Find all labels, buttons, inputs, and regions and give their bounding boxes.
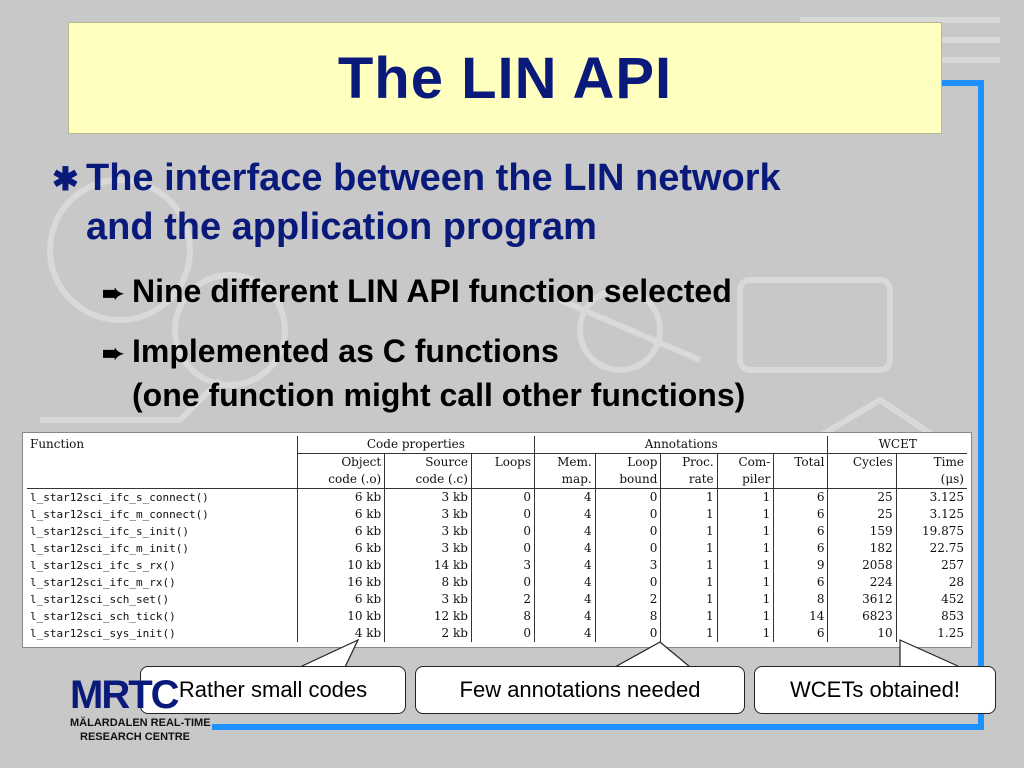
cell-total: 6 [774, 523, 828, 540]
header-time-1: Time [896, 454, 967, 472]
cell-object-code: 6 kb [297, 540, 384, 557]
mrtc-logo [70, 673, 220, 756]
cell-function: l_star12sci_ifc_m_connect() [30, 508, 209, 521]
cell-total: 9 [774, 557, 828, 574]
sub-bullet-2-line2: (one function might call other functions) [132, 377, 746, 413]
logo-mark: MRTC [70, 673, 178, 717]
wcet-table-container [22, 432, 972, 648]
table-row [27, 574, 967, 591]
cell-object-code: 6 kb [297, 489, 384, 507]
header-time-2: (μs) [896, 471, 967, 489]
header-wcet: WCET [828, 436, 967, 454]
cell-mem-map: 4 [535, 608, 596, 625]
cell-loops: 8 [471, 608, 534, 625]
cell-cycles: 10 [828, 625, 896, 642]
cell-compiler: 1 [717, 523, 774, 540]
cell-function: l_star12sci_sys_init() [30, 627, 176, 640]
table-header-row-groups [27, 436, 967, 454]
cell-total: 6 [774, 506, 828, 523]
cell-loop-bound: 0 [595, 625, 661, 642]
table-row [27, 557, 967, 574]
cell-mem-map: 4 [535, 574, 596, 591]
arrow-bullet-icon: ➨ [102, 338, 124, 368]
header-code-properties: Code properties [297, 436, 534, 454]
cell-function: l_star12sci_sch_tick() [30, 610, 176, 623]
header-source-2: code (.c) [385, 471, 472, 489]
cell-source-code: 2 kb [385, 625, 472, 642]
cell-compiler: 1 [717, 591, 774, 608]
cell-proc-rate: 1 [661, 523, 717, 540]
cell-loops: 2 [471, 591, 534, 608]
cell-time: 1.25 [896, 625, 967, 642]
cell-loops: 3 [471, 557, 534, 574]
header-loops: Loops [471, 454, 534, 472]
cell-total: 6 [774, 574, 828, 591]
cell-loop-bound: 0 [595, 523, 661, 540]
sub-bullet-1-text: Nine different LIN API function selected [132, 273, 732, 309]
star-bullet-icon: ✱ [52, 161, 79, 197]
cell-proc-rate: 1 [661, 608, 717, 625]
wcet-table [27, 436, 967, 642]
cell-loops: 0 [471, 506, 534, 523]
header-source-1: Source [385, 454, 472, 472]
table-row [27, 591, 967, 608]
cell-source-code: 12 kb [385, 608, 472, 625]
cell-total: 6 [774, 540, 828, 557]
cell-object-code: 16 kb [297, 574, 384, 591]
cell-proc-rate: 1 [661, 574, 717, 591]
cell-proc-rate: 1 [661, 489, 717, 507]
cell-cycles: 182 [828, 540, 896, 557]
cell-time: 3.125 [896, 506, 967, 523]
cell-proc-rate: 1 [661, 625, 717, 642]
callout-wcets [754, 666, 996, 714]
cell-source-code: 3 kb [385, 591, 472, 608]
table-header-row-3 [27, 471, 967, 489]
callout-wcets-text: WCETs obtained! [790, 677, 960, 702]
callout-few-annotations [415, 666, 745, 714]
main-bullet-line2: and the application program [86, 206, 597, 248]
cell-mem-map: 4 [535, 557, 596, 574]
cell-source-code: 8 kb [385, 574, 472, 591]
header-cycles: Cycles [828, 454, 896, 472]
cell-loops: 0 [471, 574, 534, 591]
cell-total: 6 [774, 625, 828, 642]
cell-total: 8 [774, 591, 828, 608]
cell-time: 452 [896, 591, 967, 608]
logo-line2: RESEARCH CENTRE [80, 731, 191, 743]
cell-cycles: 159 [828, 523, 896, 540]
cell-mem-map: 4 [535, 489, 596, 507]
header-total: Total [774, 454, 828, 472]
table-row [27, 540, 967, 557]
cell-object-code: 6 kb [297, 523, 384, 540]
cell-object-code: 4 kb [297, 625, 384, 642]
cell-loop-bound: 0 [595, 489, 661, 507]
cell-object-code: 6 kb [297, 591, 384, 608]
cell-source-code: 3 kb [385, 540, 472, 557]
cell-compiler: 1 [717, 625, 774, 642]
cell-mem-map: 4 [535, 591, 596, 608]
cell-object-code: 6 kb [297, 506, 384, 523]
header-mem-1: Mem. [535, 454, 596, 472]
cell-function: l_star12sci_sch_set() [30, 593, 170, 606]
callout-small-codes-text: Rather small codes [178, 677, 368, 702]
cell-compiler: 1 [717, 506, 774, 523]
cell-function: l_star12sci_ifc_m_rx() [30, 576, 176, 589]
header-com-2: piler [717, 471, 774, 489]
cell-compiler: 1 [717, 608, 774, 625]
table-row [27, 523, 967, 540]
cell-time: 22.75 [896, 540, 967, 557]
logo-line1: MÄLARDALEN REAL-TIME [70, 717, 211, 729]
cell-time: 28 [896, 574, 967, 591]
table-row [27, 608, 967, 625]
cell-cycles: 25 [828, 506, 896, 523]
title-box [68, 22, 942, 134]
sub-bullet-2-line1: Implemented as C functions [132, 333, 559, 369]
table-row [27, 489, 967, 507]
cell-source-code: 3 kb [385, 523, 472, 540]
cell-proc-rate: 1 [661, 540, 717, 557]
cell-loop-bound: 3 [595, 557, 661, 574]
cell-time: 257 [896, 557, 967, 574]
cell-mem-map: 4 [535, 523, 596, 540]
cell-mem-map: 4 [535, 506, 596, 523]
cell-time: 853 [896, 608, 967, 625]
table-row [27, 625, 967, 642]
cell-proc-rate: 1 [661, 557, 717, 574]
cell-compiler: 1 [717, 540, 774, 557]
cell-total: 6 [774, 489, 828, 507]
cell-compiler: 1 [717, 489, 774, 507]
cell-object-code: 10 kb [297, 557, 384, 574]
cell-proc-rate: 1 [661, 506, 717, 523]
cell-cycles: 6823 [828, 608, 896, 625]
cell-time: 19.875 [896, 523, 967, 540]
cell-proc-rate: 1 [661, 591, 717, 608]
cell-function: l_star12sci_ifc_s_rx() [30, 559, 176, 572]
cell-cycles: 224 [828, 574, 896, 591]
cell-cycles: 3612 [828, 591, 896, 608]
cell-loop-bound: 0 [595, 506, 661, 523]
table-header-row-2 [27, 454, 967, 472]
cell-object-code: 10 kb [297, 608, 384, 625]
cell-time: 3.125 [896, 489, 967, 507]
main-bullet [52, 154, 952, 251]
header-mem-2: map. [535, 471, 596, 489]
cell-loops: 0 [471, 523, 534, 540]
table-row [27, 506, 967, 523]
header-loop-2: bound [595, 471, 661, 489]
sub-bullet-2 [102, 330, 982, 416]
header-loop-1: Loop [595, 454, 661, 472]
frame-line-bottom [212, 724, 984, 730]
header-function: Function [30, 437, 85, 452]
cell-compiler: 1 [717, 574, 774, 591]
cell-mem-map: 4 [535, 540, 596, 557]
cell-loops: 0 [471, 625, 534, 642]
header-object-1: Object [297, 454, 384, 472]
cell-loops: 0 [471, 540, 534, 557]
slide-title: The LIN API [337, 45, 673, 111]
header-com-1: Com- [717, 454, 774, 472]
header-annotations: Annotations [535, 436, 828, 454]
cell-cycles: 2058 [828, 557, 896, 574]
cell-function: l_star12sci_ifc_m_init() [30, 542, 189, 555]
cell-source-code: 3 kb [385, 489, 472, 507]
cell-compiler: 1 [717, 557, 774, 574]
cell-loop-bound: 8 [595, 608, 661, 625]
callout-few-annotations-text: Few annotations needed [459, 677, 701, 702]
arrow-bullet-icon: ➨ [102, 278, 124, 308]
cell-loop-bound: 0 [595, 574, 661, 591]
cell-loop-bound: 0 [595, 540, 661, 557]
cell-loops: 0 [471, 489, 534, 507]
header-proc-1: Proc. [661, 454, 717, 472]
cell-mem-map: 4 [535, 625, 596, 642]
header-object-2: code (.o) [297, 471, 384, 489]
cell-function: l_star12sci_ifc_s_init() [30, 525, 189, 538]
main-bullet-line1: The interface between the LIN network [86, 157, 781, 199]
cell-source-code: 3 kb [385, 506, 472, 523]
cell-loop-bound: 2 [595, 591, 661, 608]
header-proc-2: rate [661, 471, 717, 489]
sub-bullet-1 [102, 270, 982, 314]
cell-cycles: 25 [828, 489, 896, 507]
cell-source-code: 14 kb [385, 557, 472, 574]
cell-function: l_star12sci_ifc_s_connect() [27, 489, 297, 507]
cell-total: 14 [774, 608, 828, 625]
